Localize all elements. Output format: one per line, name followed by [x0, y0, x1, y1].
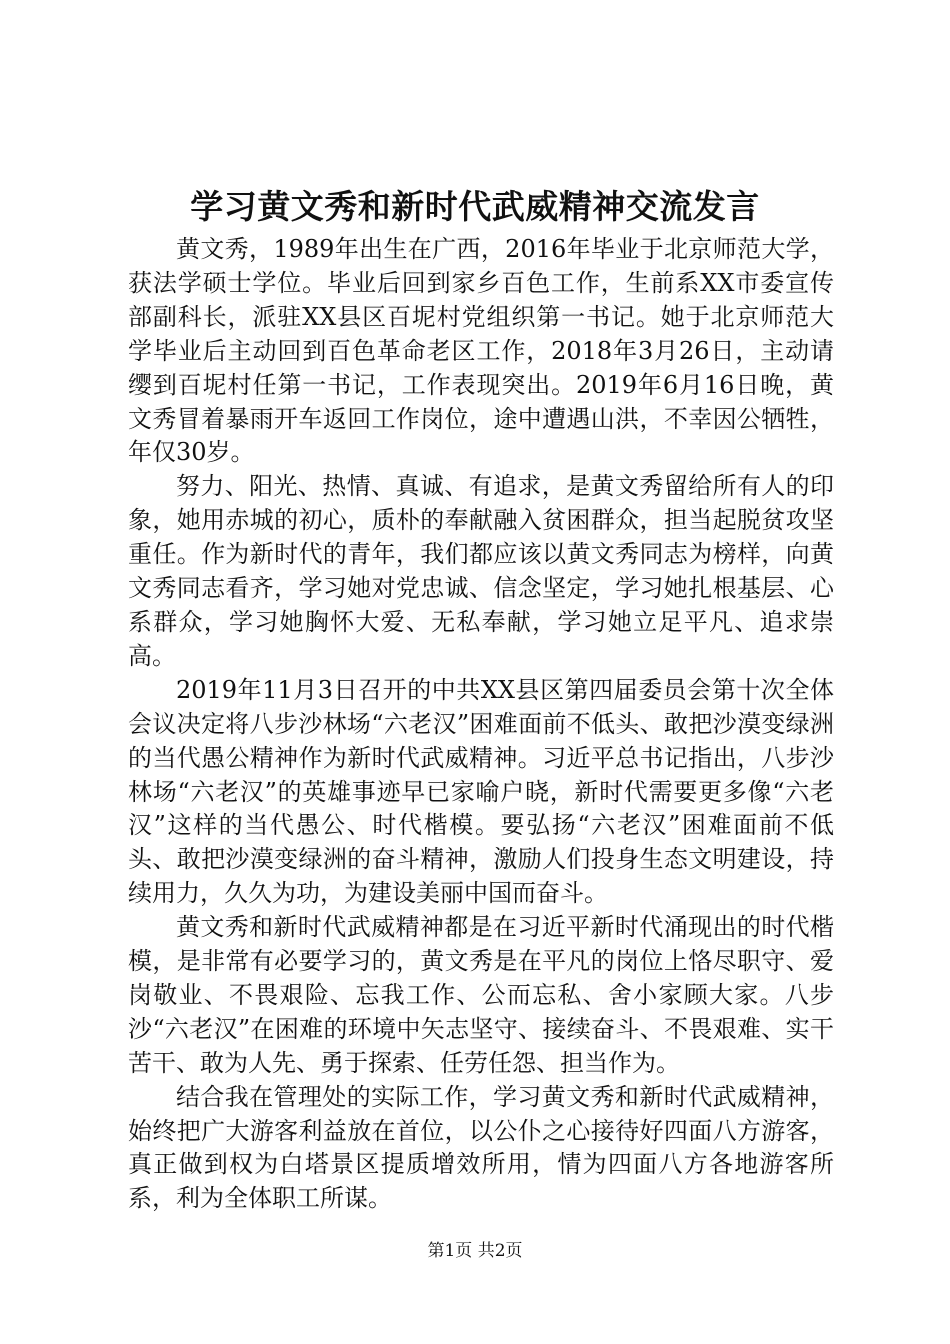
paragraph-3: 2019年11月3日召开的中共XX县区第四届委员会第十次全体会议决定将八步沙林场“六老汉”困难面前不低头、敢把沙漠变绿洲的当代愚公精神作为新时代武威精神。习近平总书记指出，八步沙林场“六老汉”的英雄事迹早已家喻户晓，新时代需要更多像“六老汉”这样的当代愚公、时代楷模。要弘扬“六老汉”困难面前不低头、敢把沙漠变绿洲的奋斗精神，激励人们投身生态文明建设，持续用力，久久为功，为建设美丽中国而奋斗。 [128, 675, 834, 908]
paragraph-2: 努力、阳光、热情、真诚、有追求，是黄文秀留给所有人的印象，她用赤城的初心，质朴的奉献融入贫困群众，担当起脱贫攻坚重任。作为新时代的青年，我们都应该以黄文秀同志为榜样，向黄文秀同志看齐，学习她对党忠诚、信念坚定，学习她扎根基层、心系群众，学习她胸怀大爱、无私奉献，学习她立足平凡、追求崇高。 [128, 472, 834, 670]
paragraph-4: 黄文秀和新时代武威精神都是在习近平新时代涌现出的时代楷模，是非常有必要学习的，黄文秀是在平凡的岗位上恪尽职守、爱岗敬业、不畏艰险、忘我工作、公而忘私、舍小家顾大家。八步沙“六老汉”在困难的环境中矢志坚守、接续奋斗、不畏艰难、实干苦干、敢为人先、勇于探索、任劳任怨、担当作为。 [128, 913, 834, 1077]
document-title: 学习黄文秀和新时代武威精神交流发言 [190, 187, 760, 226]
paragraph-1: 黄文秀，1989年出生在广西，2016年毕业于北京师范大学，获法学硕士学位。毕业后回到家乡百色工作，生前系XX市委宣传部副科长，派驻XX县区百坭村党组织第一书记。她于北京师范大学毕业后主动回到百色革命老区工作，2018年3月26日，主动请缨到百坭村任第一书记，工作表现突出。2019年6月16日晚，黄文秀冒着暴雨开车返回工作岗位，途中遭遇山洪，不幸因公牺牲，年仅30岁。 [128, 235, 834, 467]
document-body [128, 233, 834, 1216]
page-footer: 第1页 共2页 [427, 1241, 523, 1261]
paragraph-5: 结合我在管理处的实际工作，学习黄文秀和新时代武威精神，始终把广大游客利益放在首位，以公仆之心接待好四面八方游客，真正做到权为白塔景区提质增效所用，情为四面八方各地游客所系，利为全体职工所谋。 [128, 1082, 834, 1213]
